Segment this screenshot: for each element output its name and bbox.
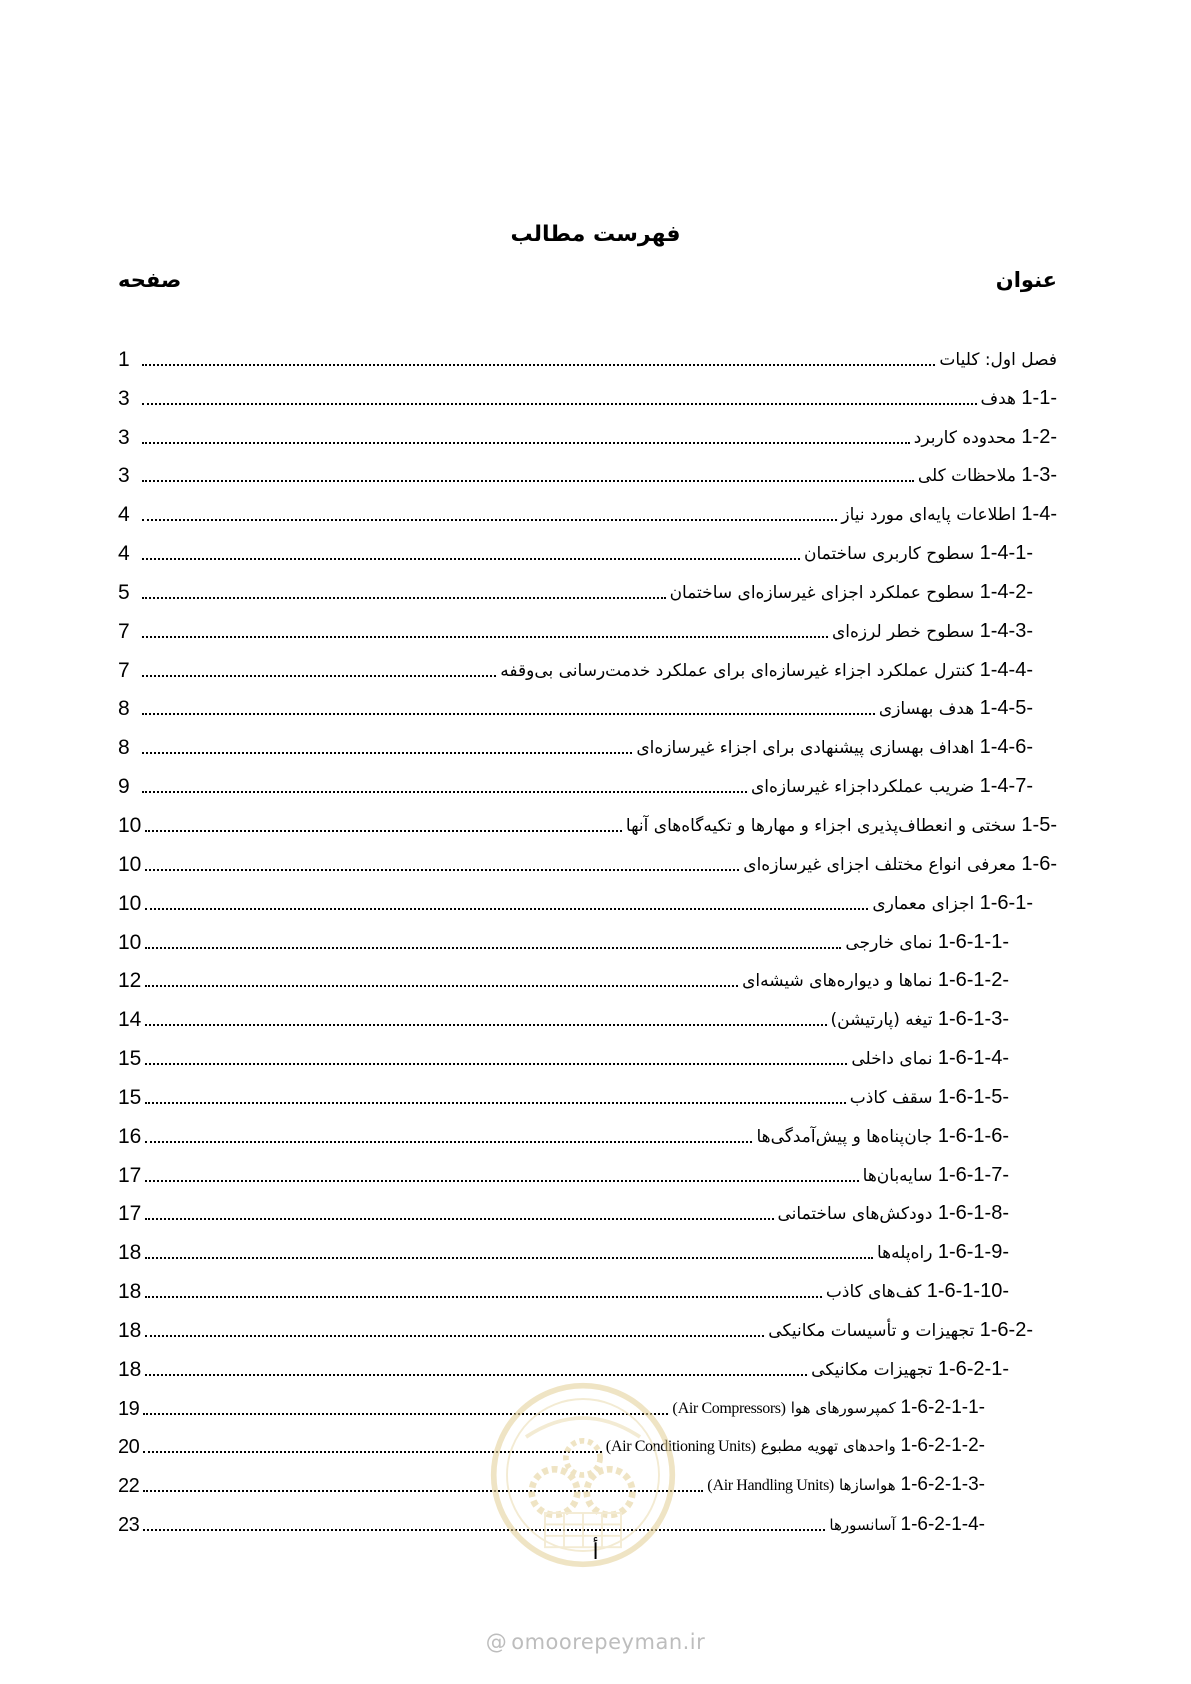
toc-entry-number: 1-6- [1021, 852, 1057, 875]
dot-leader [145, 908, 868, 910]
toc-entry [118, 1154, 1057, 1193]
toc-entry-label: تجهیزات و تأسیسات مکانیکی [768, 1320, 975, 1341]
table-of-contents [118, 338, 1057, 1542]
toc-entry-number: 1-6-1-4- [937, 1047, 1009, 1070]
toc-entry-page: 1 [118, 347, 130, 371]
toc-entry-number: 1-2- [1021, 425, 1057, 448]
toc-entry-number: 1-4-4- [979, 658, 1033, 681]
toc-entry-page: 22 [118, 1475, 140, 1498]
dot-leader [145, 830, 622, 832]
toc-entry-title [804, 542, 1033, 565]
dot-leader [145, 1257, 873, 1259]
dot-leader [143, 1529, 825, 1531]
toc-entry-number: 1-3- [1021, 464, 1057, 487]
toc-entry-label: ملاحظات کلی [917, 466, 1017, 487]
toc-entry-label: سطوح خطر لرزه‌ای [831, 621, 975, 642]
toc-entry-label: راه‌پله‌ها [876, 1243, 933, 1264]
page-marker: أ [592, 1540, 599, 1565]
toc-entry-number: 1-6-1-5- [937, 1085, 1009, 1108]
toc-entry [118, 649, 1057, 688]
toc-entry [118, 532, 1057, 571]
toc-entry-label: سقف کاذب [849, 1087, 933, 1108]
toc-entry-label: هدف بهسازی [878, 699, 975, 720]
toc-entry-label: سطوح عملکرد اجزای غیرسازه‌ای ساختمان [669, 582, 975, 603]
dot-leader [145, 869, 739, 871]
toc-entry [118, 960, 1057, 999]
toc-entry-title [768, 1319, 1033, 1342]
toc-entry-number: 1-4-5- [979, 697, 1033, 720]
toc-entry-title [811, 1358, 1009, 1381]
toc-entry-title [829, 1514, 985, 1536]
toc-entry-page: 3 [118, 425, 130, 449]
toc-entry-title [918, 464, 1057, 487]
toc-entry-label: فصل اول: کلیات [939, 349, 1057, 370]
toc-entry-title [850, 1086, 1009, 1109]
toc-entry-number: 1-4-1- [979, 542, 1033, 565]
toc-entry-title [831, 1008, 1009, 1031]
toc-entry-title [851, 1047, 1009, 1070]
dot-leader [145, 1374, 807, 1376]
toc-entry [118, 455, 1057, 494]
dot-leader [142, 597, 666, 599]
toc-entry-number: 1-6-1- [979, 891, 1033, 914]
toc-entry-page: 17 [118, 1163, 142, 1187]
dot-leader [145, 1218, 773, 1220]
toc-entry-label: ضریب عملکرداجزاء غیرسازه‌ای [750, 777, 975, 798]
toc-entry-label: کف‌های کاذب [825, 1282, 922, 1303]
toc-entry-page: 15 [118, 1085, 142, 1109]
toc-entry-number: 1-4- [1021, 503, 1057, 526]
toc-entry-label: تجهیزات مکانیکی [811, 1359, 933, 1380]
dot-leader [145, 1335, 764, 1337]
toc-entry [118, 1193, 1057, 1232]
page-title: فهرست مطالب [510, 222, 681, 247]
toc-entry-title [841, 503, 1057, 526]
dot-leader [142, 636, 828, 638]
toc-entry [118, 1270, 1057, 1309]
toc-entry-page: 4 [118, 542, 130, 566]
dot-leader [142, 442, 910, 444]
toc-entry-label: تیغه (پارتیشن) [830, 1010, 933, 1031]
toc-entry-number: 1-4-3- [979, 619, 1033, 642]
dot-leader [142, 480, 914, 482]
dot-leader [145, 1063, 847, 1065]
toc-entry-page: 20 [118, 1436, 140, 1459]
toc-entry-title [636, 736, 1033, 759]
toc-entry-number: 1-6-2-1- [937, 1357, 1009, 1380]
toc-entry-page: 15 [118, 1047, 142, 1071]
toc-entry [118, 1309, 1057, 1348]
column-header-title: عنوان [995, 268, 1057, 292]
toc-entry-title [832, 620, 1033, 643]
dot-leader [145, 1141, 752, 1143]
dot-leader [145, 1180, 858, 1182]
toc-entry-label: آسانسورها [829, 1516, 896, 1535]
toc-entry-number: 1-6-1-1- [937, 930, 1009, 953]
toc-entry-page: 10 [118, 930, 142, 954]
toc-entry [118, 765, 1057, 804]
toc-entry-title [672, 1397, 985, 1420]
toc-entry-page: 3 [118, 464, 130, 488]
toc-entry-number: 1-6-2-1-3- [900, 1474, 985, 1496]
toc-entry-label: نمای داخلی [851, 1049, 933, 1070]
dot-leader [142, 558, 800, 560]
toc-entry-page: 8 [118, 697, 130, 721]
toc-entry-title [872, 892, 1033, 915]
toc-entry-number: 1-6-2-1-1- [900, 1396, 985, 1418]
toc-entry-title [879, 697, 1033, 720]
toc-entry [118, 610, 1057, 649]
toc-entry [118, 1231, 1057, 1270]
dot-leader [145, 947, 841, 949]
toc-entry-title [939, 349, 1057, 371]
toc-entry-page: 14 [118, 1008, 142, 1032]
toc-entry-page: 5 [118, 580, 130, 604]
toc-entry-number: 1-6-1-10- [926, 1280, 1009, 1303]
dot-leader [145, 1024, 826, 1026]
toc-entry-number: 1-6-1-8- [937, 1202, 1009, 1225]
watermark-url: omoorepeyman.ir [511, 1630, 706, 1654]
toc-entry [118, 998, 1057, 1037]
toc-entry-page: 8 [118, 736, 130, 760]
toc-entry-page: 16 [118, 1124, 142, 1148]
toc-entry-page: 18 [118, 1241, 142, 1265]
toc-entry-label: معرفی انواع مختلف اجزای غیرسازه‌ای [743, 854, 1017, 875]
toc-entry-label: دودکش‌های ساختمانی [777, 1204, 933, 1225]
toc-entry-number: 1-6-1-6- [937, 1124, 1009, 1147]
toc-entry-label: هواسازها [839, 1476, 896, 1495]
dot-leader [142, 752, 632, 754]
toc-entry [118, 416, 1057, 455]
toc-entry-page: 19 [118, 1397, 140, 1420]
toc-entry-page: 4 [118, 503, 130, 527]
toc-entry [118, 843, 1057, 882]
toc-entry-label: محدوده کاربرد [913, 427, 1017, 448]
toc-entry-page: 10 [118, 852, 142, 876]
toc-entry-title [707, 1474, 985, 1497]
toc-entry-title [742, 969, 1009, 992]
toc-entry-title [826, 1280, 1009, 1303]
toc-entry [118, 921, 1057, 960]
toc-entry-title [845, 931, 1009, 954]
toc-entry [118, 377, 1057, 416]
toc-entry-title [751, 775, 1033, 798]
toc-entry-title [877, 1241, 1009, 1264]
toc-entry-title [863, 1164, 1009, 1187]
toc-entry [118, 882, 1057, 921]
toc-entry-label: سایه‌بان‌ها [862, 1165, 933, 1186]
dot-leader [142, 713, 875, 715]
toc-entry-number: 1-6-1-2- [937, 969, 1009, 992]
column-header-page: صفحه [118, 268, 182, 292]
toc-entry [118, 1037, 1057, 1076]
toc-entry-page: 17 [118, 1202, 142, 1226]
toc-entry-label: سطوح کاربری ساختمان [804, 544, 975, 565]
toc-entry-label: جان‌پناه‌ها و پیش‌آمدگی‌ها [756, 1126, 933, 1147]
toc-entry-page: 18 [118, 1318, 142, 1342]
toc-entry-number: 1-6-1-9- [937, 1241, 1009, 1264]
dot-leader [145, 1102, 845, 1104]
toc-entry-page: 12 [118, 969, 142, 993]
toc-entry-number: 1-4-6- [979, 736, 1033, 759]
toc-entry-page: 18 [118, 1357, 142, 1381]
toc-entry-title [626, 814, 1057, 837]
toc-entry-label: نمای خارجی [845, 932, 933, 953]
toc-entry-page: 18 [118, 1280, 142, 1304]
toc-entry-number: 1-4-2- [979, 580, 1033, 603]
toc-entry-title [670, 581, 1033, 604]
toc-entry-label: کنترل عملکرد اجزاء غیرسازه‌ای برای عملکرد خدمت‌رسانی بی‌وقفه [500, 660, 975, 681]
toc-entry-number: 1-4-7- [979, 775, 1033, 798]
toc-entry-number: 1-6-1-3- [937, 1008, 1009, 1031]
toc-entry-label: کمپرسورهای هوا [790, 1398, 896, 1417]
toc-entry-number: 1-6-2- [979, 1318, 1033, 1341]
dot-leader [142, 364, 935, 366]
toc-entry [118, 726, 1057, 765]
toc-entry-page: 10 [118, 891, 142, 915]
toc-entry-title [914, 426, 1057, 449]
toc-entry-page: 7 [118, 619, 130, 643]
watermark-text [0, 1630, 1191, 1654]
toc-entry-number: 1-6-2-1-4- [900, 1514, 985, 1536]
toc-entry-label: هدف [980, 388, 1017, 409]
toc-entry-label: اجزای معماری [872, 893, 975, 914]
toc-entry-page: 9 [118, 775, 130, 799]
toc-entry-number: 1-1- [1021, 386, 1057, 409]
toc-entry-title [981, 387, 1058, 410]
toc-entry-label: اهداف بهسازی پیشنهادی برای اجزاء غیرسازه‌ای [636, 738, 975, 759]
toc-entry-number: 1-5- [1021, 813, 1057, 836]
toc-entry-english: (Air Conditioning Units) [605, 1438, 757, 1456]
dot-leader [142, 403, 977, 405]
toc-entry-number: 1-6-2-1-2- [900, 1435, 985, 1457]
toc-entry [118, 1115, 1057, 1154]
toc-entry-number: 1-6-1-7- [937, 1163, 1009, 1186]
toc-entry-label: سختی و انعطاف‌پذیری اجزاء و مهارها و تکیه‌گاه‌های آنها [625, 815, 1017, 836]
toc-entry-page: 10 [118, 813, 142, 837]
toc-entry-title [500, 659, 1033, 682]
dot-leader [142, 791, 747, 793]
toc-entry [118, 1076, 1057, 1115]
toc-entry-title [778, 1202, 1010, 1225]
toc-entry-title [756, 1125, 1009, 1148]
at-symbol-icon: @ [485, 1630, 508, 1654]
toc-entry [118, 571, 1057, 610]
toc-entry [118, 338, 1057, 377]
toc-entry [118, 688, 1057, 727]
dot-leader [142, 519, 837, 521]
dot-leader [145, 1296, 822, 1298]
dot-leader [145, 985, 738, 987]
toc-entry-english: (Air Handling Units) [707, 1477, 835, 1495]
toc-entry-label: اطلاعات پایه‌ای مورد نیاز [841, 505, 1017, 526]
dot-leader [142, 675, 496, 677]
toc-entry [118, 493, 1057, 532]
toc-entry-page: 7 [118, 658, 130, 682]
toc-entry-label: نماها و دیواره‌های شیشه‌ای [742, 971, 933, 992]
toc-entry-english: (Air Compressors) [672, 1399, 786, 1417]
toc-entry [118, 804, 1057, 843]
toc-entry-title [743, 853, 1057, 876]
toc-entry-label: واحدهای تهویه مطبوع [760, 1437, 896, 1456]
toc-entry-page: 3 [118, 386, 130, 410]
toc-entry-page: 23 [118, 1514, 140, 1537]
